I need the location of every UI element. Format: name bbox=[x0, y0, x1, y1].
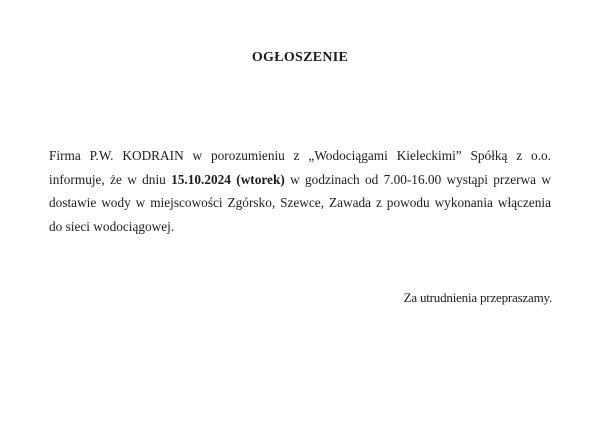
notice-closing: Za utrudnienia przepraszamy. bbox=[403, 290, 552, 305]
notice-date: 15.10.2024 (wtorek) bbox=[171, 171, 285, 187]
notice-body-intro: Firma P.W. KODRAIN w porozumieniu z „Wodociągami Kieleckimi” Spółką z o.o. informuje, że w dniu bbox=[49, 148, 551, 187]
notice-title: OGŁOSZENIE bbox=[251, 50, 349, 65]
notice-body bbox=[49, 144, 551, 238]
notice-body-details: w godzinach od 7.00-16.00 wystąpi przerwa w dostawie wody w miejscowości Zgórsko, Szewce, Zawada z powodu wykonania włączenia do sieci wodociągowej. bbox=[49, 171, 551, 234]
